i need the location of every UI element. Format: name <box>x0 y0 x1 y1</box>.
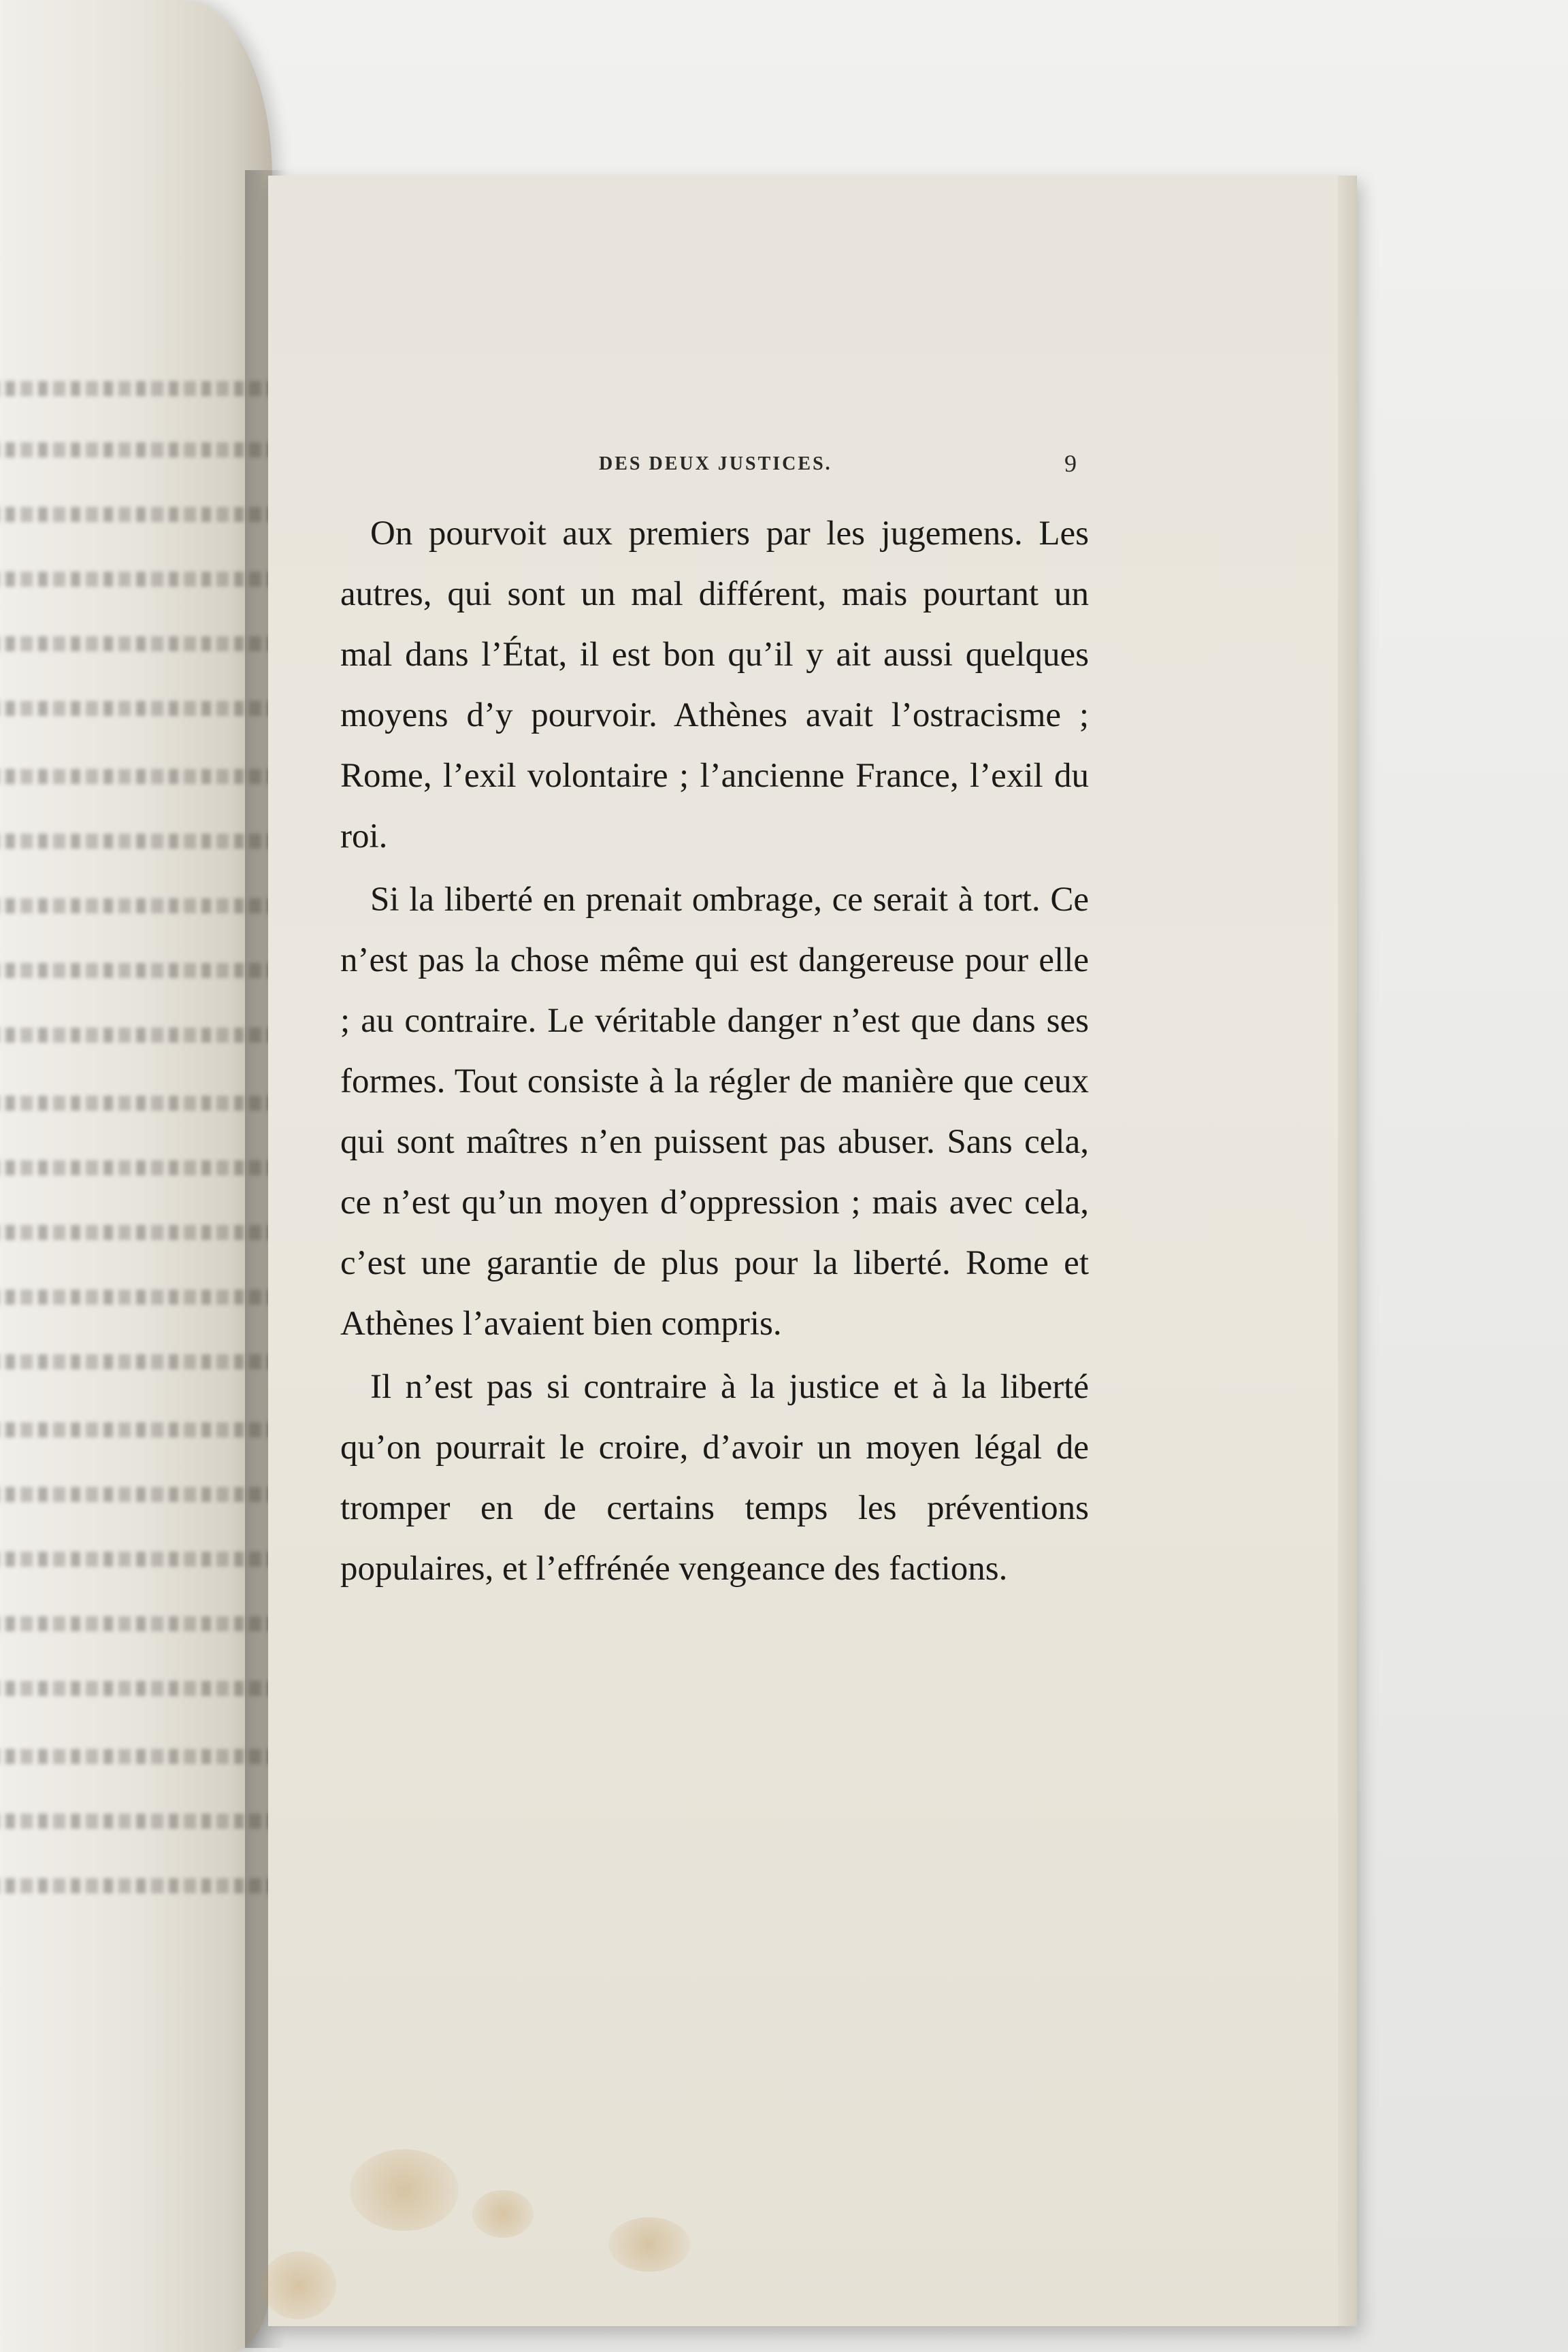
body-text <box>340 504 1089 1602</box>
bleed-through-line <box>0 636 272 651</box>
foxing-stain <box>261 2251 336 2319</box>
paragraph: On pourvoit aux premiers par les jugemens. Les autres, qui sont un mal différent, mais pourtant un mal dans l’État, il est bon qu’il y ait aussi quelques moyens d’y pourvoir. Athènes avait l’ostracisme ; Rome, l’exil volontaire ; l’ancienne France, l’exil du roi. <box>340 514 1089 855</box>
bleed-through-line <box>0 1878 272 1893</box>
paragraph: Si la liberté en prenait ombrage, ce serait à tort. Ce n’est pas la chose même qui est dangereuse pour elle ; au contraire. Le véritable danger n’est que dans ses formes. Tout consiste à la régler de manière que ceux qui sont maîtres n’en puissent pas abuser. Sans cela, ce n’est qu’un moyen d’oppression ; mais avec cela, c’est une garantie de plus pour la liberté. Rome et Athènes l’avaient bien compris. <box>340 881 1089 1343</box>
bleed-through-line <box>0 1552 272 1567</box>
bleed-through-line <box>0 1354 272 1369</box>
bleed-through-line <box>0 1096 272 1111</box>
foxing-stain <box>472 2190 534 2238</box>
bleed-through-line <box>0 572 272 587</box>
bleed-through-line <box>0 769 272 784</box>
bleed-through-line <box>0 1749 272 1764</box>
bleed-through-line <box>0 1616 272 1631</box>
foxing-stain <box>350 2149 459 2231</box>
running-head: DES DEUX JUSTICES. <box>599 453 832 474</box>
bleed-through-line <box>0 507 272 522</box>
facing-page <box>0 0 272 2352</box>
bleed-through-line <box>0 1422 272 1437</box>
bleed-through-line <box>0 381 272 396</box>
bleed-through-line <box>0 442 272 457</box>
bleed-through-line <box>0 1290 272 1305</box>
bleed-through-line <box>0 1487 272 1502</box>
bleed-through-line <box>0 1225 272 1240</box>
bleed-through-line <box>0 701 272 716</box>
bleed-through-line <box>0 1814 272 1829</box>
page-number: 9 <box>1064 450 1077 477</box>
bleed-through-line <box>0 834 272 849</box>
bleed-through-line <box>0 1028 272 1043</box>
bleed-through-line <box>0 898 272 913</box>
page-edge <box>1338 176 1357 2326</box>
paragraph: Il n’est pas si contraire à la justice et à la liberté qu’on pourrait le croire, d’avoir un moyen légal de tromper en de certains temps les préventions populaires, et l’effrénée vengeance des factions. <box>340 1368 1089 1588</box>
foxing-stain <box>608 2217 690 2272</box>
bleed-through-line <box>0 963 272 978</box>
bleed-through-line <box>0 1681 272 1696</box>
bleed-through-line <box>0 1160 272 1175</box>
